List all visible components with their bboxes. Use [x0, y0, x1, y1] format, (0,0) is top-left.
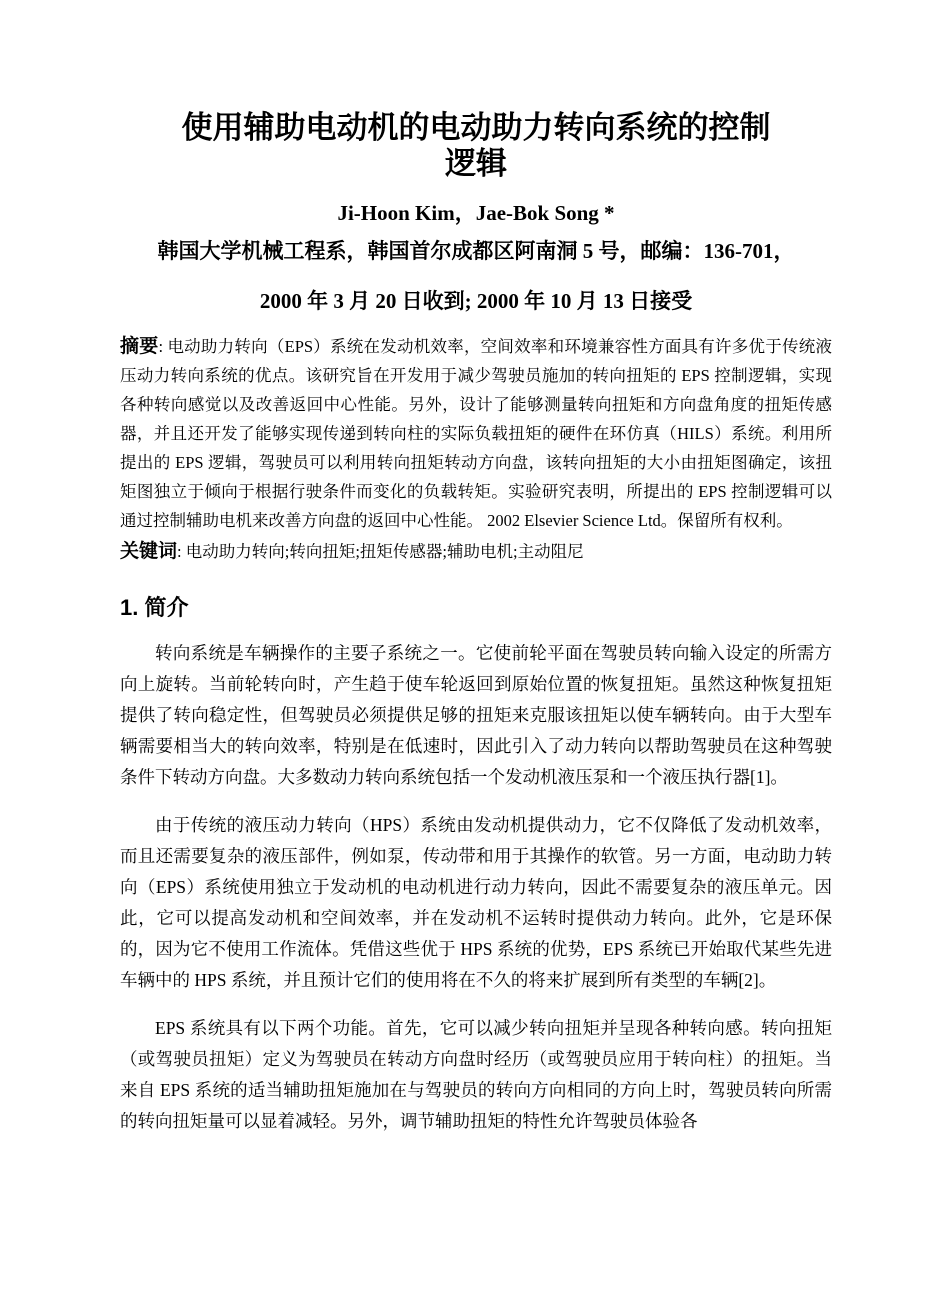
- keywords-label: 关键词: [120, 541, 178, 562]
- abstract-label: 摘要: [120, 336, 159, 357]
- abstract-paragraph: [120, 332, 832, 535]
- authors-line: Ji-Hoon Kim，Jae-Bok Song *: [337, 201, 615, 225]
- intro-paragraph-2: 由于传统的液压动力转向（HPS）系统由发动机提供动力，它不仅降低了发动机效率，而且还需要复杂的液压部件，例如泵，传动带和用于其操作的软管。另一方面，电动助力转向（EPS）系统使用独立于发动机的电动机进行动力转向，因此不需要复杂的液压单元。因此，它可以提高发动机和空间效率，并在发动机不运转时提供动力转向。此外，它是环保的，因为它不使用工作流体。凭借这些优于 HPS 系统的优势，EPS 系统已开始取代某些先进车辆中的 HPS 系统，并且预计它们的使用将在不久的将来扩展到所有类型的车辆[2]。: [120, 815, 832, 990]
- intro-paragraph-3: EPS 系统具有以下两个功能。首先，它可以减少转向扭矩并呈现各种转向感。转向扭矩（或驾驶员扭矩）定义为驾驶员在转动方向盘时经历（或驾驶员应用于转向柱）的扭矩。当来自 EPS 系统的适当辅助扭矩施加在与驾驶员的转向方向相同的方向上时，驾驶员转向所需的转向扭矩量可以显着减轻。另外，调节辅助扭矩的特性允许驾驶员体验各: [120, 1018, 832, 1131]
- intro-paragraph-1: 转向系统是车辆操作的主要子系统之一。它使前轮平面在驾驶员转向输入设定的所需方向上旋转。当前轮转向时，产生趋于使车轮返回到原始位置的恢复扭矩。虽然这种恢复扭矩提供了转向稳定性，但驾驶员必须提供足够的扭矩来克服该扭矩以使车辆转向。由于大型车辆需要相当大的转向效率，特别是在低速时，因此引入了动力转向以帮助驾驶员在这种驾驶条件下转动方向盘。大多数动力转向系统包括一个发动机液压泵和一个液压执行器[1]。: [120, 643, 832, 787]
- keywords-line: [120, 537, 832, 566]
- abstract-separator: :: [158, 337, 168, 356]
- section-1-heading: 1. 简介: [120, 595, 189, 620]
- paper-title-line2: 逻辑: [445, 146, 507, 181]
- abstract-text: 电动助力转向（EPS）系统在发动机效率，空间效率和环境兼容性方面具有许多优于传统液压动力转向系统的优点。该研究旨在开发用于减少驾驶员施加的转向扭矩的 EPS 控制逻辑，实现各种转向感觉以及改善返回中心性能。另外，设计了能够测量转向扭矩和方向盘角度的扭矩传感器，并且还开发了能够实现传递到转向柱的实际负载扭矩的硬件在环仿真（HILS）系统。利用所提出的 EPS 逻辑，驾驶员可以利用转向扭矩转动方向盘，该转向扭矩的大小由扭矩图确定，该扭矩图独立于倾向于根据行驶条件而变化的负载转矩。实验研究表明，所提出的 EPS 控制逻辑可以通过控制辅助电机来改善方向盘的返回中心性能。 2002 Elsevier Science Ltd。保留所有权利。: [120, 337, 832, 530]
- paper-title-line1: 使用辅助电动机的电动助力转向系统的控制: [181, 110, 771, 145]
- keywords-text: 电动助力转向;转向扭矩;扭矩传感器;辅助电机;主动阻尼: [185, 542, 584, 561]
- affiliation-line: 韩国大学机械工程系，韩国首尔成都区阿南洞 5 号，邮编：136-701，: [157, 239, 795, 263]
- paper-title: [120, 110, 832, 182]
- keywords-separator: :: [177, 542, 186, 561]
- received-accepted-line: 2000 年 3 月 20 日收到; 2000 年 10 月 13 日接受: [259, 289, 693, 313]
